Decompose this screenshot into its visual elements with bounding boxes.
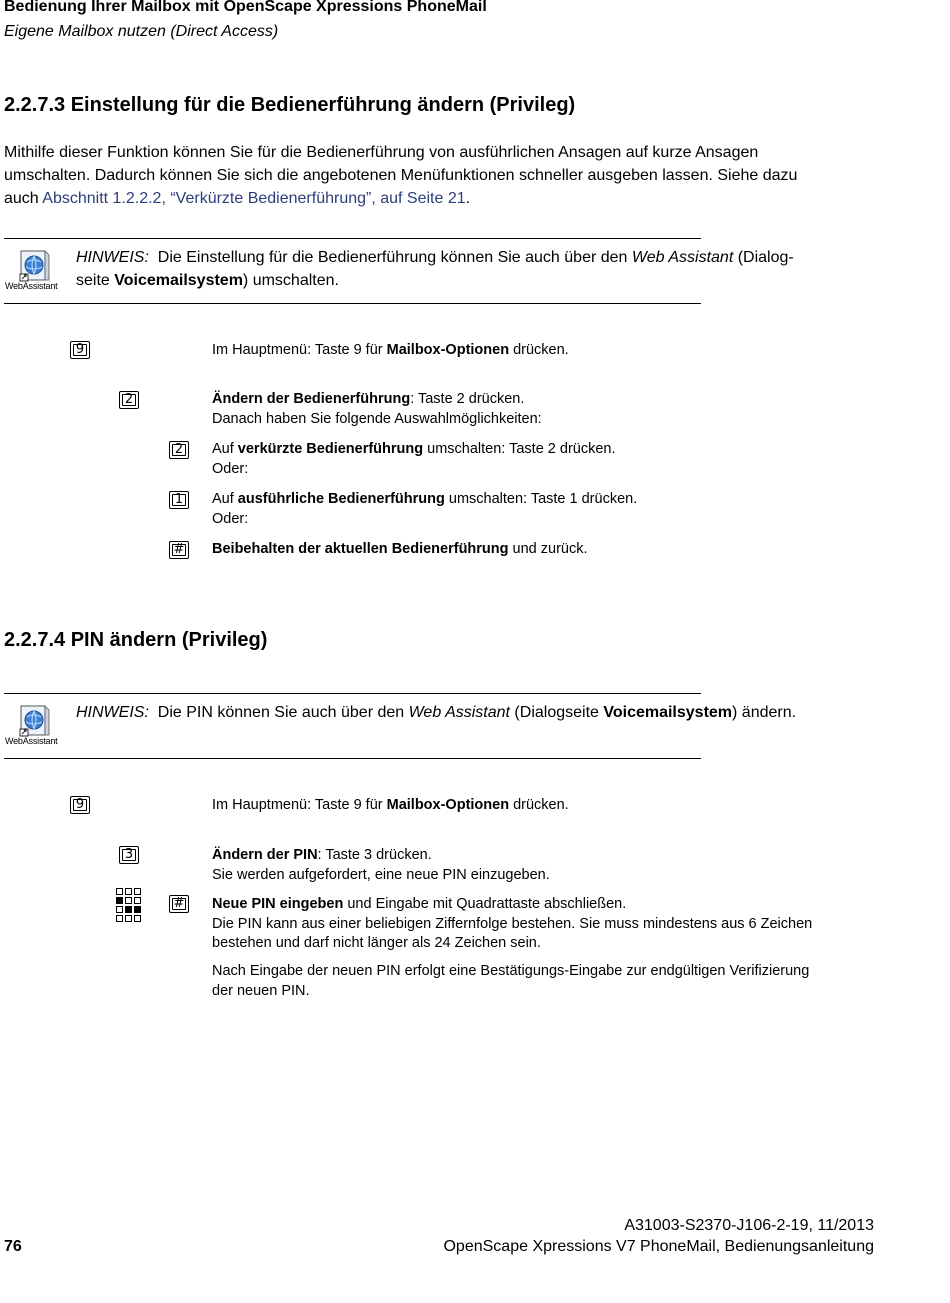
step-text: umschalten: Taste 2 drücken. (423, 441, 616, 457)
note-text-italic: Web Assistant (631, 249, 734, 266)
step-main-menu-2 (212, 796, 872, 816)
key-hash-icon: # (169, 541, 189, 559)
webassistant-icon (5, 250, 63, 298)
step-text: Auf (212, 441, 238, 457)
para-line-3 (4, 187, 884, 210)
step-short-guidance (212, 440, 872, 479)
step-line-2: Die PIN kann aus einer beliebigen Ziffernfolge bestehen. Sie muss mindestens aus 6 Zeichen (212, 915, 813, 932)
step-line-3: bestehen und darf nicht länger als 24 Zeichen sein. (212, 935, 541, 951)
step-text: : Taste 2 drücken. (410, 391, 525, 407)
step-bold: Beibehalten der aktuellen Bedienerführung (212, 541, 509, 557)
note-text-c: ) ändern. (732, 704, 797, 721)
key-9-icon: 9 (70, 796, 90, 814)
step-text: umschalten: Taste 1 drücken. (444, 491, 638, 507)
step-keep-guidance (212, 540, 872, 560)
key-3-icon: 3 (119, 846, 139, 864)
keypad-grid-icon (116, 888, 142, 922)
note-text-b: (Dialog- (733, 249, 794, 266)
webassistant-caption: WebAssistant (5, 281, 58, 291)
webassistant-page-icon (18, 705, 52, 737)
key-2-icon: 2 (119, 391, 139, 409)
step-change-pin (212, 846, 872, 885)
step-main-menu (212, 341, 872, 361)
step-bold: Neue PIN eingeben (212, 896, 344, 912)
note-2-top-rule (4, 693, 701, 694)
key-1-icon: 1 (169, 491, 189, 509)
step-line-2: Oder: (212, 460, 249, 477)
key-9-icon: 9 (70, 341, 90, 359)
section-heading-2-2-7-4: 2.2.7.4 PIN ändern (Privileg) (4, 629, 268, 651)
step-line (212, 846, 872, 866)
step-line (212, 895, 872, 915)
note-top-rule (4, 238, 701, 239)
step-line-2: Oder: (212, 510, 249, 527)
footer-doc-id: A31003-S2370-J106-2-19, 11/2013 (624, 1217, 874, 1234)
note-text-b: (Dialogseite (509, 704, 604, 721)
step-line (212, 440, 872, 460)
para-line-2: umschalten. Dadurch können Sie sich die angebotenen Menüfunktionen schneller ausgeben lassen. Siehe dazu (4, 167, 798, 184)
step-bold: Ändern der Bedienerführung (212, 391, 411, 407)
webassistant-icon (5, 705, 63, 753)
step-text: drücken. (509, 797, 569, 813)
final-line-1: Nach Eingabe der neuen PIN erfolgt eine Bestätigungs-Eingabe zur endgültigen Verifizierung (212, 963, 810, 979)
step-bold: ausführliche Bedienerführung (237, 491, 445, 507)
para-line-3-pre: auch (4, 190, 43, 207)
section-heading-2-2-7-3: 2.2.7.3 Einstellung für die Bedienerführung ändern (Privileg) (4, 94, 576, 116)
step-full-guidance (212, 490, 872, 529)
note-2-bottom-rule (4, 758, 701, 759)
step-change-guidance (212, 390, 872, 429)
step-text: und zurück. (508, 541, 588, 557)
running-header-title: Bedienung Ihrer Mailbox mit OpenScape Xpressions PhoneMail (4, 0, 487, 15)
note-1-line-2 (76, 269, 876, 292)
step-line-2: Danach haben Sie folgende Auswahlmöglichkeiten: (212, 410, 542, 427)
note-text-d: ) umschalten. (242, 272, 339, 289)
step-line (212, 390, 872, 410)
key-hash-icon: # (169, 895, 189, 913)
note-box-2 (76, 701, 876, 724)
note-text-bold: Voicemailsystem (603, 704, 733, 721)
step-text: Im Hauptmenü: Taste 9 für (212, 797, 387, 813)
cross-reference-link[interactable]: Abschnitt 1.2.2.2, “Verkürzte Bedienerführung”, auf Seite 21 (42, 190, 466, 207)
note-text-bold: Voicemailsystem (114, 272, 243, 289)
step-bold: Mailbox-Optionen (386, 342, 510, 358)
note-text-a: Die Einstellung für die Bedienerführung können Sie auch über den (157, 249, 632, 266)
note-box-1 (76, 246, 876, 292)
step-bold: verkürzte Bedienerführung (237, 441, 424, 457)
webassistant-caption: WebAssistant (5, 736, 58, 746)
webassistant-page-icon (18, 250, 52, 282)
note-label: HINWEIS: (76, 704, 149, 721)
step-line (212, 490, 872, 510)
note-text-c: seite (76, 272, 115, 289)
section-intro-paragraph (4, 141, 884, 210)
note-1-line-1 (76, 246, 876, 269)
step-text: und Eingabe mit Quadrattaste abschließen. (343, 896, 627, 912)
step-bold: Mailbox-Optionen (386, 797, 510, 813)
step-enter-new-pin (212, 895, 872, 954)
note-2-line-1 (76, 701, 876, 724)
note-label: HINWEIS: (76, 249, 149, 266)
note-text-a: Die PIN können Sie auch über den (157, 704, 409, 721)
step-text: Im Hauptmenü: Taste 9 für (212, 342, 387, 358)
pin-verification-note (212, 962, 872, 1001)
step-text: drücken. (509, 342, 569, 358)
step-text: : Taste 3 drücken. (317, 847, 432, 863)
note-text-italic: Web Assistant (408, 704, 510, 721)
final-line-2: der neuen PIN. (212, 982, 310, 999)
step-line-2: Sie werden aufgefordert, eine neue PIN einzugeben. (212, 866, 550, 883)
para-line-3-post: . (465, 190, 471, 207)
key-2-icon: 2 (169, 441, 189, 459)
running-header-subtitle: Eigene Mailbox nutzen (Direct Access) (4, 23, 279, 40)
step-bold: Ändern der PIN (212, 847, 318, 863)
para-line-1: Mithilfe dieser Funktion können Sie für die Bedienerführung von ausführlichen Ansagen auf kurze Ansagen (4, 144, 759, 161)
page-number: 76 (4, 1238, 22, 1255)
footer-doc-title: OpenScape Xpressions V7 PhoneMail, Bedienungsanleitung (443, 1238, 874, 1255)
step-text: Auf (212, 491, 238, 507)
note-bottom-rule (4, 303, 701, 304)
